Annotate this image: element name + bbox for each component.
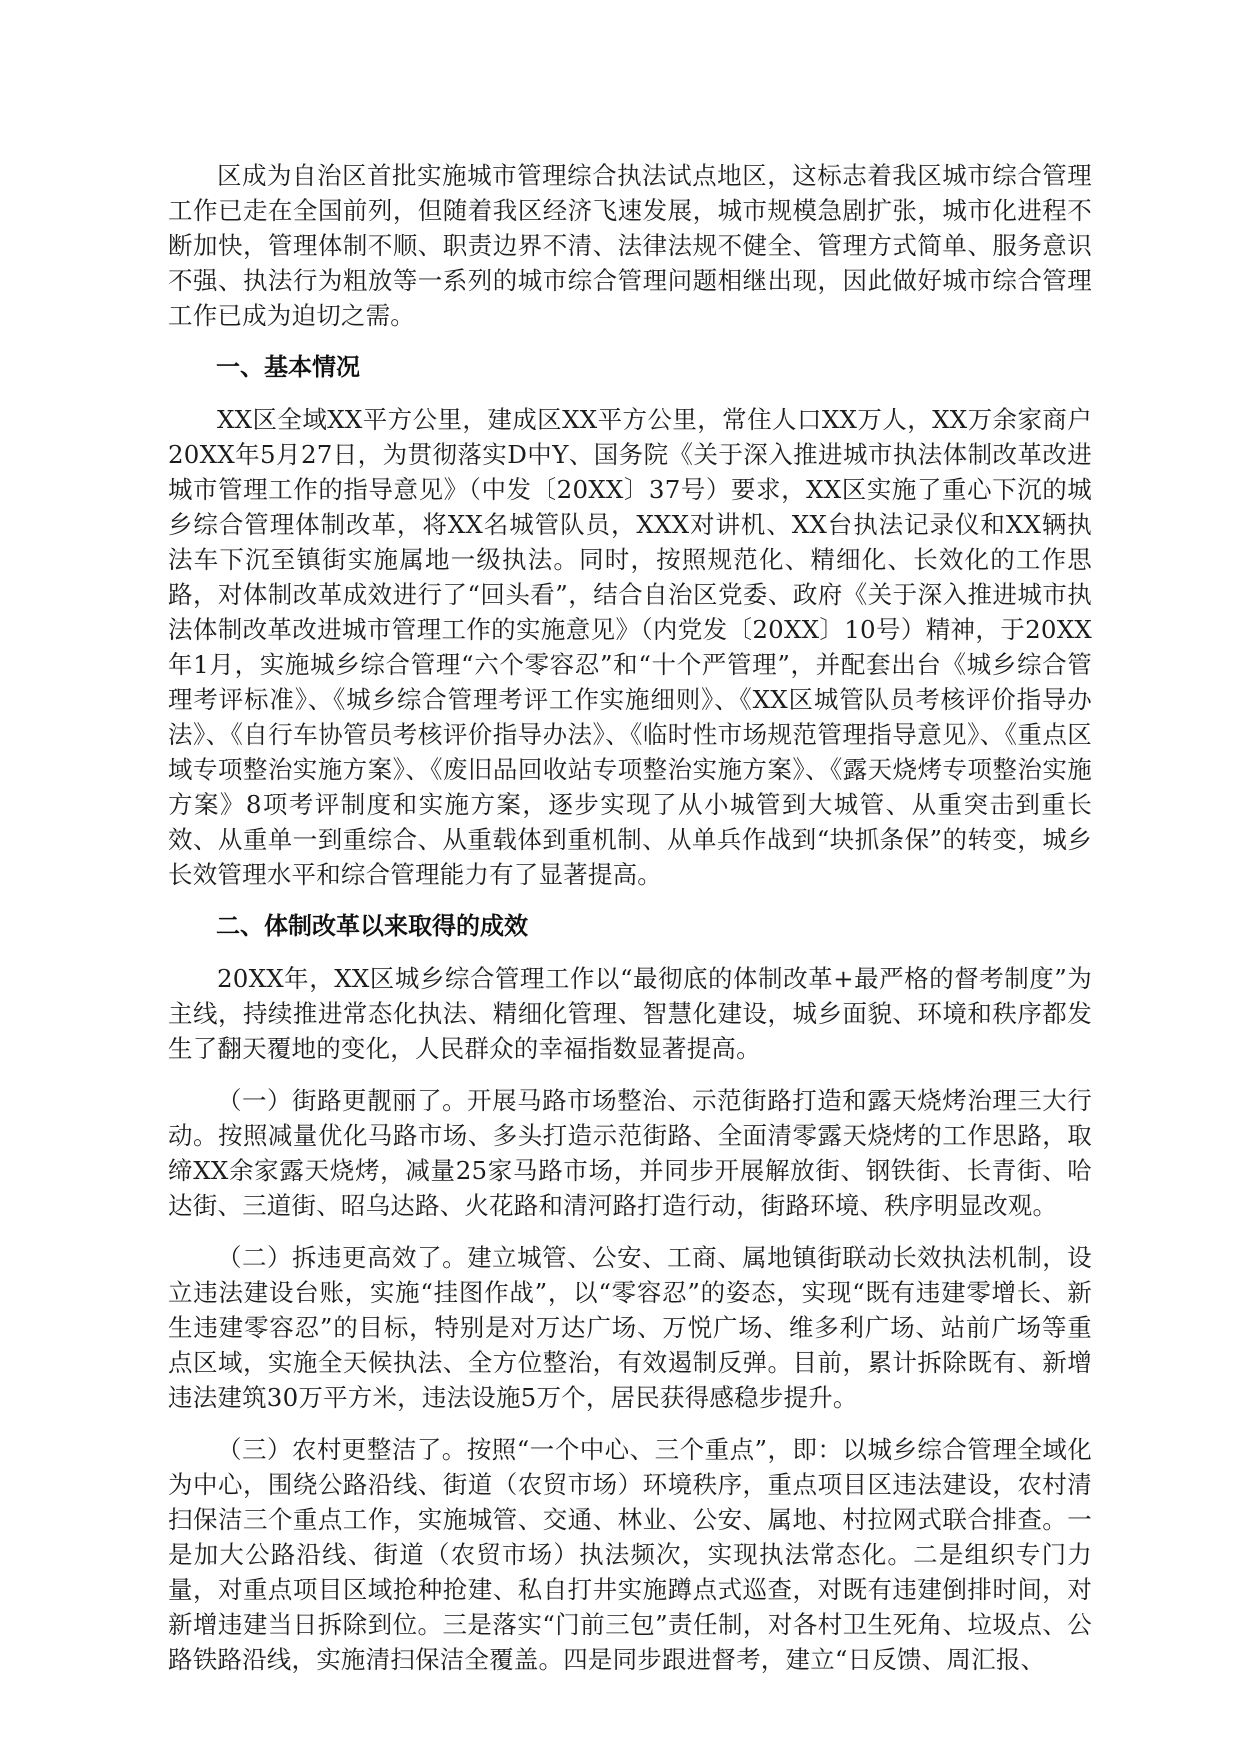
basic-situation-paragraph: XX区全域XX平方公里，建成区XX平方公里，常住人口XX万人，XX万余家商户20XX年5月27日，为贯彻落实D中Y、国务院《关于深入推进城市执法体制改革改进城市管理工作的指导意见》（中发〔20XX〕37号）要求，XX区实施了重心下沉的城乡综合管理体制改革，将XX名城管队员，XXX对讲机、XX台执法记录仪和XX辆执法车下沉至镇街实施属地一级执法。同时，按照规范化、精细化、长效化的工作思路，对体制改革成效进行了“回头看”，结合自治区党委、政府《关于深入推进城市执法体制改革改进城市管理工作的实施意见》（内党发〔20XX〕10号）精神，于20XX年1月，实施城乡综合管理“六个零容忍”和“十个严管理”，并配套出台《城乡综合管理考评标准》、《城乡综合管理考评工作实施细则》、《XX区城管队员考核评价指导办法》、《自行车协管员考核评价指导办法》、《临时性市场规范管理指导意见》、《重点区域专项整治实施方案》、《废旧品回收站专项整治实施方案》、《露天烧烤专项整治实施方案》8项考评制度和实施方案，逐步实现了从小城管到大城管、从重突击到重长效、从重单一到重综合、从重载体到重机制、从单兵作战到“块抓条保”的转变，城乡长效管理水平和综合管理能力有了显著提高。 xyxy=(168,405,1092,889)
document-body xyxy=(168,158,1092,1694)
achievement-item-streets: （一）街路更靓丽了。开展马路市场整治、示范街路打造和露天烧烤治理三大行动。按照减量优化马路市场、多头打造示范街路、全面清零露天烧烤的工作思路，取缔XX余家露天烧烤，减量25家马路市场，并同步开展解放街、钢铁街、长青街、哈达街、三道街、昭乌达路、火花路和清河路打造行动，街路环境、秩序明显改观。 xyxy=(168,1086,1092,1220)
section-heading-basic-situation: 一、基本情况 xyxy=(216,353,360,381)
achievement-item-rural: （三）农村更整洁了。按照“一个中心、三个重点”，即：以城乡综合管理全域化为中心，围绕公路沿线、街道（农贸市场）环境秩序，重点项目区违法建设，农村清扫保洁三个重点工作，实施城管、交通、林业、公安、属地、村拉网式联合排查。一是加大公路沿线、街道（农贸市场）执法频次，实现执法常态化。二是组织专门力量，对重点项目区域抢种抢建、私自打井实施蹲点式巡查，对既有违建倒排时间，对新增违建当日拆除到位。三是落实“门前三包”责任制，对各村卫生死角、垃圾点、公路铁路沿线，实施清扫保洁全覆盖。四是同步跟进督考，建立“日反馈、周汇报、 xyxy=(168,1435,1092,1674)
section-heading-achievements: 二、体制改革以来取得的成效 xyxy=(216,912,528,940)
achievements-intro-paragraph: 20XX年，XX区城乡综合管理工作以“最彻底的体制改革+最严格的督考制度”为主线，持续推进常态化执法、精细化管理、智慧化建设，城乡面貌、环境和秩序都发生了翻天覆地的变化，人民群众的幸福指数显著提高。 xyxy=(168,964,1092,1063)
achievement-item-demolition: （二）拆违更高效了。建立城管、公安、工商、属地镇街联动长效执法机制，设立违法建设台账，实施“挂图作战”，以“零容忍”的姿态，实现“既有违建零增长、新生违建零容忍”的目标，特别是对万达广场、万悦广场、维多利广场、站前广场等重点区域，实施全天候执法、全方位整治，有效遏制反弹。目前，累计拆除既有、新增违法建筑30万平方米，违法设施5万个，居民获得感稳步提升。 xyxy=(168,1243,1092,1412)
intro-paragraph: 区成为自治区首批实施城市管理综合执法试点地区，这标志着我区城市综合管理工作已走在全国前列，但随着我区经济飞速发展，城市规模急剧扩张，城市化进程不断加快，管理体制不顺、职责边界不清、法律法规不健全、管理方式简单、服务意识不强、执法行为粗放等一系列的城市综合管理问题相继出现，因此做好城市综合管理工作已成为迫切之需。 xyxy=(168,161,1092,330)
